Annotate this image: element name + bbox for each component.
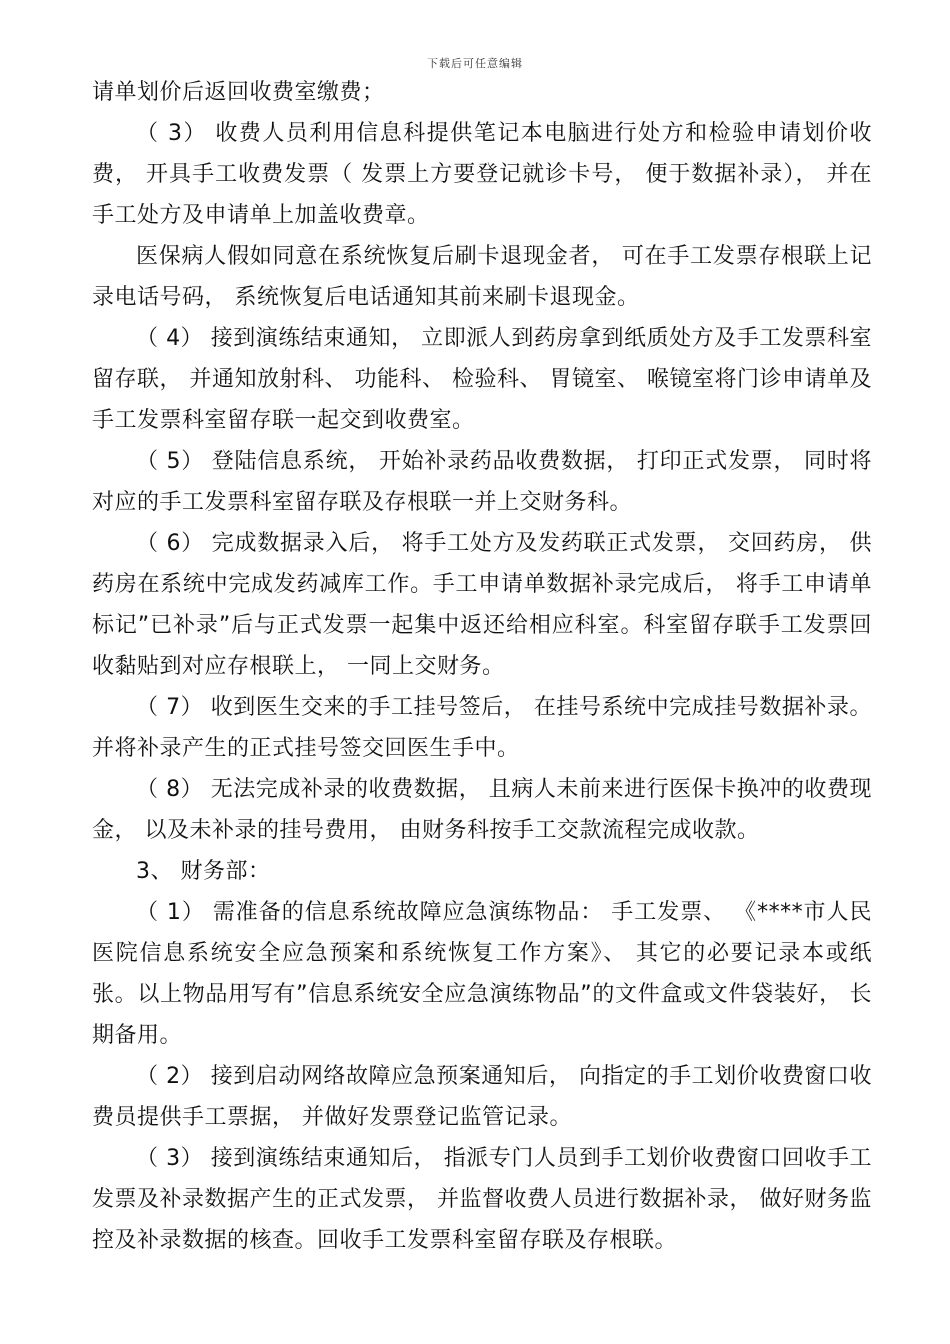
paragraph-item-7: （ 7） 收到医生交来的手工挂号签后， 在挂号系统中完成挂号数据补录。并将补录产生的正式挂号签交回医生手中。 [92, 695, 872, 761]
paragraph-finance-item-2: （ 2） 接到启动网络故障应急预案通知后， 向指定的手工划价收费窗口收费员提供手工票据， 并做好发票登记监管记录。 [92, 1064, 872, 1130]
document-body [92, 72, 872, 1261]
paragraph-item-3: （ 3） 收费人员利用信息科提供笔记本电脑进行处方和检验申请划价收费， 开具手工收费发票（ 发票上方要登记就诊卡号， 便于数据补录）， 并在手工处方及申请单上加盖收费章。 [92, 121, 872, 228]
paragraph-item-8: （ 8） 无法完成补录的收费数据， 且病人未前来进行医保卡换冲的收费现金， 以及未补录的挂号费用， 由财务科按手工交款流程完成收款。 [92, 777, 872, 843]
paragraph-finance-item-3: （ 3） 接到演练结束通知后， 指派专门人员到手工划价收费窗口回收手工发票及补录数据产生的正式发票， 并监督收费人员进行数据补录， 做好财务监控及补录数据的核查。回收手工发票科室留存联及存根联。 [92, 1146, 872, 1253]
section-heading-finance: 3、 财务部： [136, 859, 271, 884]
paragraph-item-4: （ 4） 接到演练结束通知， 立即派人到药房拿到纸质处方及手工发票科室留存联， 并通知放射科、 功能科、 检验科、 胃镜室、 喉镜室将门诊申请单及手工发票科室留存联一起交到收费室。 [92, 326, 872, 433]
paragraph-item-6: （ 6） 完成数据录入后， 将手工处方及发药联正式发票， 交回药房， 供药房在系统中完成发药减库工作。手工申请单数据补录完成后， 将手工申请单标记”已补录”后与正式发票一起集中返还给相应科室。科室留存联手工发票回收黏贴到对应存根联上， 一同上交财务。 [92, 531, 872, 679]
page-header-note: 下载后可任意编辑 [427, 57, 523, 70]
paragraph-item-5: （ 5） 登陆信息系统， 开始补录药品收费数据， 打印正式发票， 同时将对应的手工发票科室留存联及存根联一并上交财务科。 [92, 449, 872, 515]
paragraph-insurance-note: 医保病人假如同意在系统恢复后刷卡退现金者， 可在手工发票存根联上记录电话号码， 系统恢复后电话通知其前来刷卡退现金。 [92, 244, 872, 310]
paragraph-continuation: 请单划价后返回收费室缴费； [92, 80, 385, 105]
paragraph-finance-item-1: （ 1） 需准备的信息系统故障应急演练物品： 手工发票、 《****市人民医院信息系统安全应急预案和系统恢复工作方案》、 其它的必要记录本或纸张。以上物品用写有”信息系统安全应急演练物品”的文件盒或文件袋装好， 长期备用。 [92, 900, 872, 1048]
